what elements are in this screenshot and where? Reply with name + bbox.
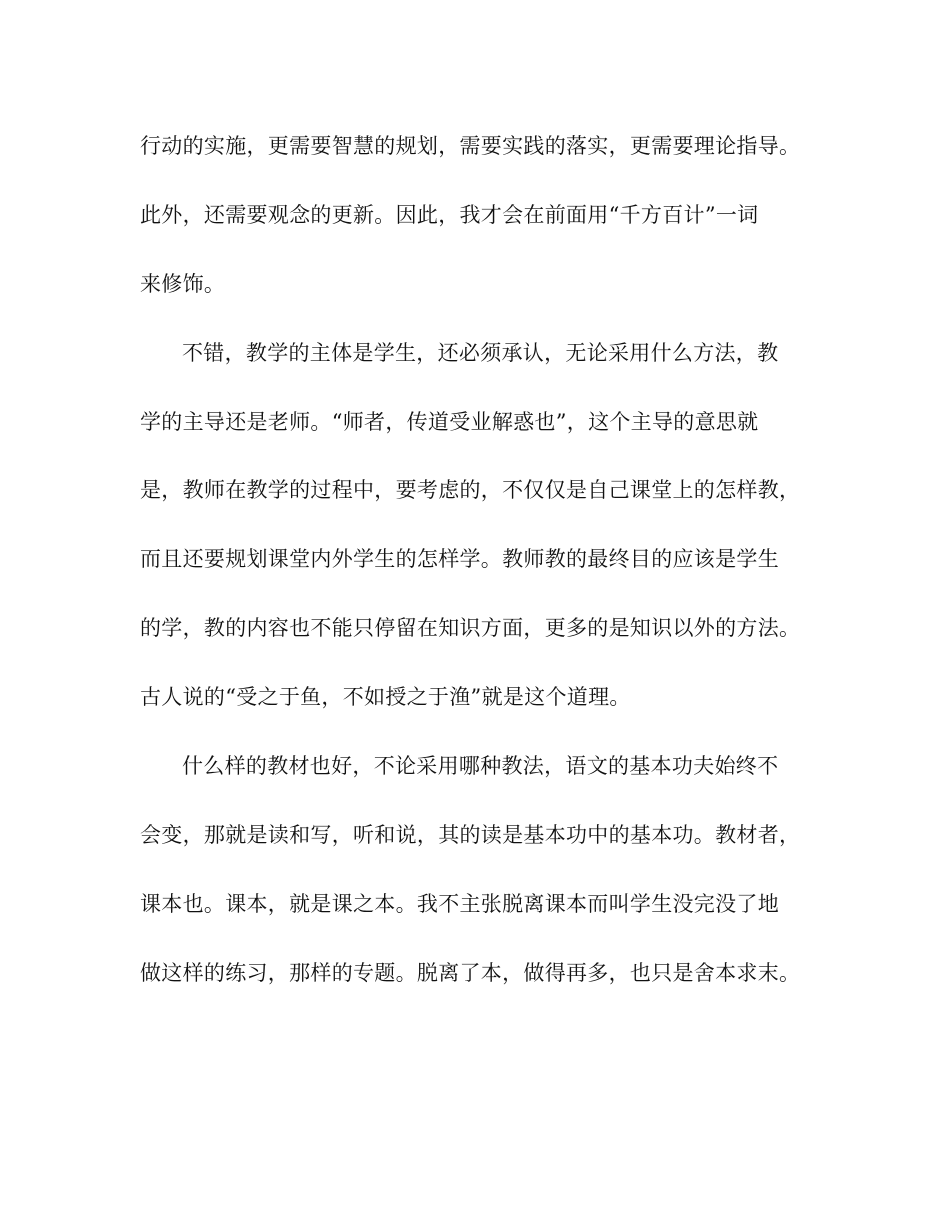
text-line: 而且还要规划课堂内外学生的怎样学。教师教的最终目的应该是学生 bbox=[140, 547, 779, 572]
text-line: 行动的实施，更需要智慧的规划，需要实践的落实，更需要理论指导。 bbox=[140, 134, 801, 158]
text-line: 古人说的“受之于鱼，不如授之于渔”就是这个道理。 bbox=[140, 685, 631, 710]
body-text bbox=[140, 124, 810, 1020]
text-line: 做这样的练习，那样的专题。脱离了本，做得再多，也只是舍本求末。 bbox=[140, 960, 801, 985]
text-line: 学的主导还是老师。“师者，传道受业解惑也”，这个主导的意思就 bbox=[140, 409, 759, 434]
paragraph-start-line: 什么样的教材也好，不论采用哪种教法，语文的基本功夫始终不 bbox=[182, 754, 779, 779]
text-line: 会变，那就是读和写，听和说，其的读是基本功中的基本功。教材者， bbox=[140, 822, 801, 847]
text-line: 此外，还需要观念的更新。因此，我才会在前面用“千方百计”一词 bbox=[140, 202, 759, 227]
text-line: 课本也。课本，就是课之本。我不主张脱离课本而叫学生没完没了地 bbox=[140, 891, 779, 916]
text-line: 是，教师在教学的过程中，要考虑的，不仅仅是自己课堂上的怎样教， bbox=[140, 478, 801, 503]
paragraph-start-line: 不错，教学的主体是学生，还必须承认，无论采用什么方法，教 bbox=[182, 340, 779, 365]
text-line: 来修饰。 bbox=[140, 271, 226, 296]
text-line: 的学，教的内容也不能只停留在知识方面，更多的是知识以外的方法。 bbox=[140, 616, 801, 641]
